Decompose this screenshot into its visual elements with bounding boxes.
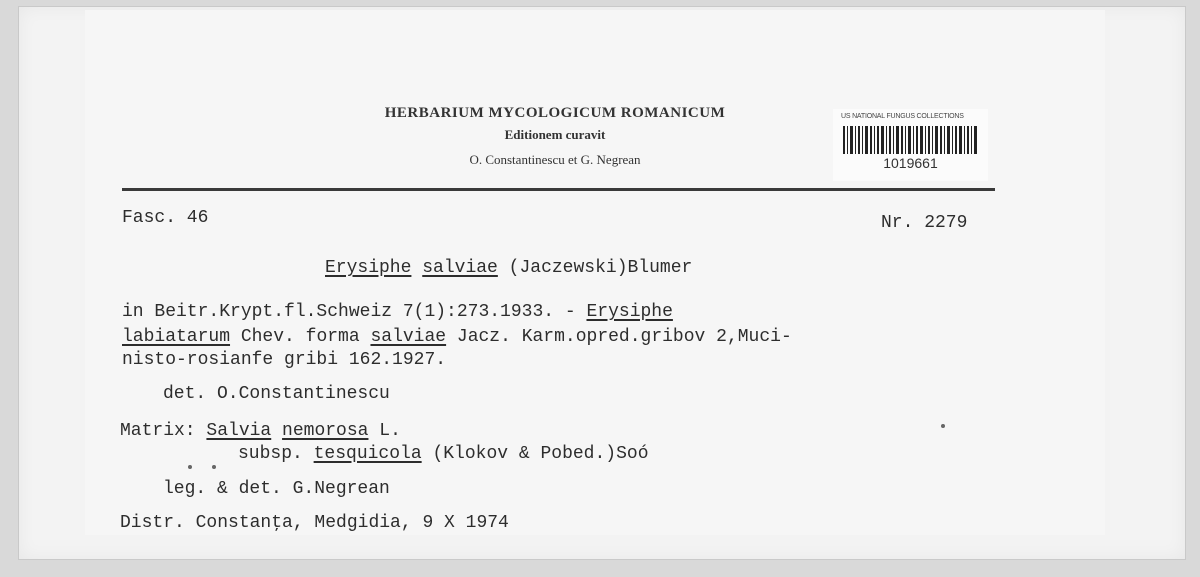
forma-name: salviae [370,327,447,347]
reference-prefix: in Beitr.Krypt.fl.Schweiz 7(1):273.1933. - [122,302,587,322]
host-author: L. [368,421,401,441]
reference-suffix: Jacz. Karm.opred.gribov 2,Muci- [446,327,792,347]
matrix-label: Matrix: [120,421,207,441]
synonym-epithet: labiatarum [122,327,231,347]
subspecies-author: (Klokov & Pobed.)Soó [421,444,649,464]
host-subspecies: tesquicola [313,444,422,464]
species-name [325,258,692,278]
barcode-icon [843,126,978,154]
herbarium-title: HERBARIUM MYCOLOGICUM ROMANICUM [384,105,726,121]
herbarium-header [300,105,810,168]
speck [212,465,216,469]
subspecies-label: subsp. [238,444,314,464]
subspecies-line [238,444,649,464]
species-epithet: salviae [422,258,498,278]
speck [941,424,945,428]
collector: leg. & det. G.Negrean [163,479,390,499]
exsiccata-number: Nr. 2279 [881,213,968,233]
reference-mid: Chev. forma [230,327,371,347]
host-genus: Salvia [206,421,272,441]
fascicle-number: Fasc. 46 [122,208,209,228]
locality: Distr. Constanţa, Medgidia, 9 X 1974 [120,513,509,533]
synonym-genus: Erysiphe [586,302,673,322]
matrix-line [120,421,401,441]
determiner: det. O.Constantinescu [163,384,390,404]
barcode-number: 1019661 [883,155,938,171]
header-divider [122,188,995,191]
species-author: (Jaczewski)Blumer [508,258,693,278]
reference-line-2 [122,327,792,347]
reference-line-3: nisto-rosianfe gribi 162.1927. [122,350,447,370]
species-genus: Erysiphe [325,258,412,278]
reference-line-1 [122,302,673,322]
speck [188,465,192,469]
herbarium-editors: O. Constantinescu et G. Negrean [469,152,641,167]
barcode-caption: US NATIONAL FUNGUS COLLECTIONS [841,113,964,120]
barcode-label [833,109,988,181]
herbarium-subtitle: Editionem curavit [504,127,606,142]
host-epithet: nemorosa [282,421,369,441]
